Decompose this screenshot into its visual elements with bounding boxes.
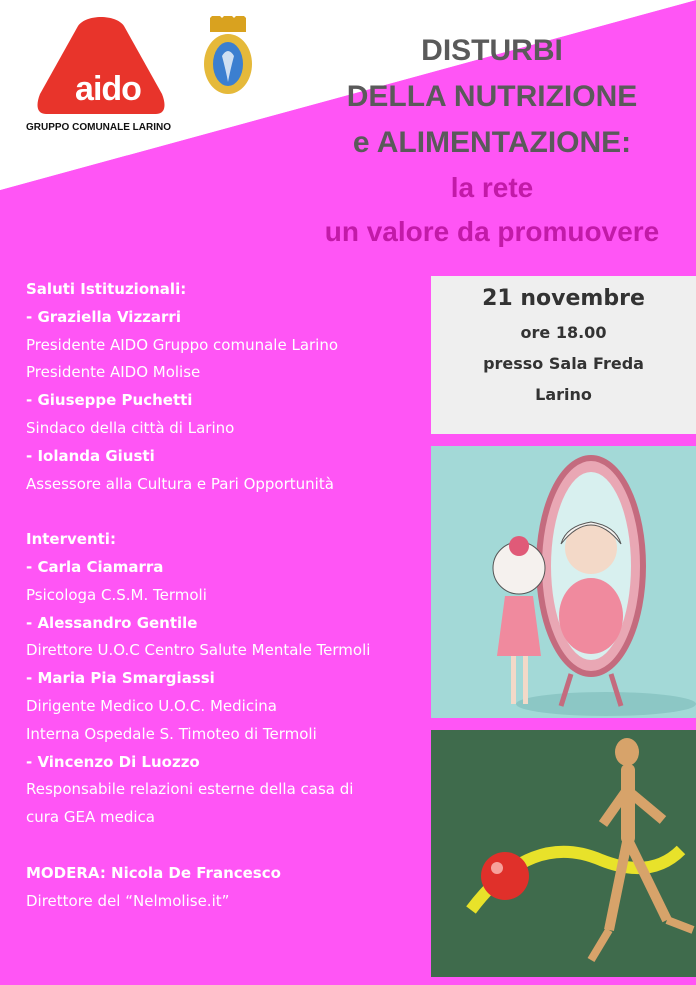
speaker-name: - Giuseppe Puchetti <box>26 391 193 410</box>
saluti-header: Saluti Istituzionali: <box>26 280 187 298</box>
speaker-name: - Carla Ciamarra <box>26 557 164 576</box>
mannequin-image-icon <box>431 730 696 977</box>
speaker-role: Interna Ospedale S. Timoteo di Termoli <box>26 724 317 743</box>
speaker-role: Dirigente Medico U.O.C. Medicina <box>26 696 277 715</box>
event-venue: presso Sala Freda <box>483 354 644 373</box>
aido-subtitle: GRUPPO COMUNALE LARINO <box>26 122 171 133</box>
event-info-box <box>431 276 696 434</box>
speaker-role: Psicologa C.S.M. Termoli <box>26 585 207 604</box>
mannequin-apple-photo <box>431 730 696 977</box>
speaker-name: - Vincenzo Di Luozzo <box>26 752 200 771</box>
mirror-illustration <box>431 446 696 718</box>
event-date: 21 novembre <box>482 286 645 311</box>
speaker-role: Direttore U.O.C Centro Salute Mentale Termoli <box>26 641 371 660</box>
speaker-name: - Alessandro Gentile <box>26 613 198 632</box>
speaker-name: - Graziella Vizzarri <box>26 307 181 326</box>
spacer <box>26 832 426 860</box>
aido-logo <box>26 14 176 144</box>
event-city: Larino <box>535 385 592 404</box>
title-line-2: DELLA NUTRIZIONE <box>346 80 638 113</box>
speaker-role: cura GEA medica <box>26 808 155 827</box>
title-line-4: la rete <box>450 172 534 203</box>
speaker-role: Sindaco della città di Larino <box>26 418 235 437</box>
speaker-role: Presidente AIDO Gruppo comunale Larino <box>26 335 339 354</box>
speaker-name: - Iolanda Giusti <box>26 446 155 465</box>
title-line-3: e ALIMENTAZIONE: <box>352 126 632 159</box>
title-line-5: un valore da promuovere <box>324 216 660 247</box>
aido-brand-text: aido <box>75 70 141 108</box>
speaker-role: Presidente AIDO Molise <box>26 363 201 382</box>
event-time: ore 18.00 <box>520 323 607 342</box>
mirror-girl-image-icon <box>431 446 696 718</box>
speaker-role: Responsabile relazioni esterne della casa di <box>26 780 354 799</box>
interventi-header: Interventi: <box>26 530 116 549</box>
larino-crest-icon <box>200 16 256 98</box>
speaker-role: Assessore alla Cultura e Pari Opportunità <box>26 474 334 493</box>
spacer <box>26 498 426 526</box>
event-title <box>290 28 694 254</box>
moderator-role: Direttore del “Nelmolise.it” <box>26 891 230 910</box>
title-line-1: DISTURBI <box>421 34 563 67</box>
program-list <box>26 276 426 915</box>
moderator: MODERA: Nicola De Francesco <box>26 863 281 882</box>
speaker-name: - Maria Pia Smargiassi <box>26 669 215 688</box>
